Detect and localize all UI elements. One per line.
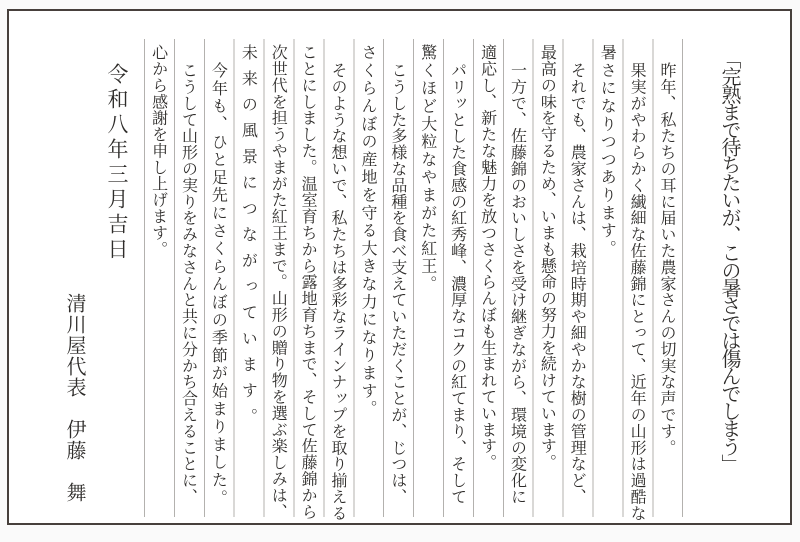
letter-column: 果実がやわらかく繊細な佐藤錦にとって、近年の山形は過酷な xyxy=(628,62,648,522)
ruled-paper-columns xyxy=(144,39,683,522)
letter-column: 驚くほど大粒なやまがた紅王。 xyxy=(418,44,438,294)
letter-scan-frame xyxy=(7,9,792,525)
letter-column: 次世代を担うやまがた紅王まで。山形の贈り物を選ぶ楽しみは、 xyxy=(269,44,289,520)
letter-column: ことにしました。温室育ちから露地育ちまで、そして佐藤錦から xyxy=(299,44,319,520)
letter-column: 昨年、私たちの耳に届いた農家さんの切実な声です。 xyxy=(658,62,677,456)
letter-column: それでも、農家さんは、栽培時期や細やかな樹の管理など、 xyxy=(568,62,588,505)
letter-column: 今年も、ひと足先にさくらんぼの季節が始まりました。 xyxy=(209,62,229,507)
letter-column: さくらんぼの産地を守る大きな力になります。 xyxy=(358,44,378,418)
letter-column: そのような想いで、私たちは多彩なラインナップを取り揃える xyxy=(329,62,349,522)
letter-column: 未来の風景につながっています。 xyxy=(239,44,259,434)
letter-quote: 「完熟まで待ちたいが、この暑さでは傷んでしまう」 xyxy=(718,49,742,472)
letter-column: 心から感謝を申し上げます。 xyxy=(149,44,169,258)
letter-column: こうした多様な品種を食べ支えていただくことが、じつは、 xyxy=(388,62,408,505)
letter-column: 適応し、新たな魅力を放つさくらんぼも生まれています。 xyxy=(478,44,498,471)
letter-column: 暑さになりつつあります。 xyxy=(598,44,618,258)
letter-column: 一方で、佐藤錦のおいしさを受け継ぎながら、環境の変化に xyxy=(508,62,528,505)
letter-column: パリッとした食感の紅秀峰、濃厚なコクの紅てまり、そして xyxy=(448,62,468,505)
letter-column: 最高の味を守るため、いまも懸命の努力を続けています。 xyxy=(538,44,558,471)
letter-signature: 清川屋代表 伊藤 舞 xyxy=(63,293,87,503)
letter-date: 令和八年三月吉日 xyxy=(105,63,129,263)
letter-column: こうして山形の実りをみなさんと共に分かち合えることに、 xyxy=(179,62,199,505)
